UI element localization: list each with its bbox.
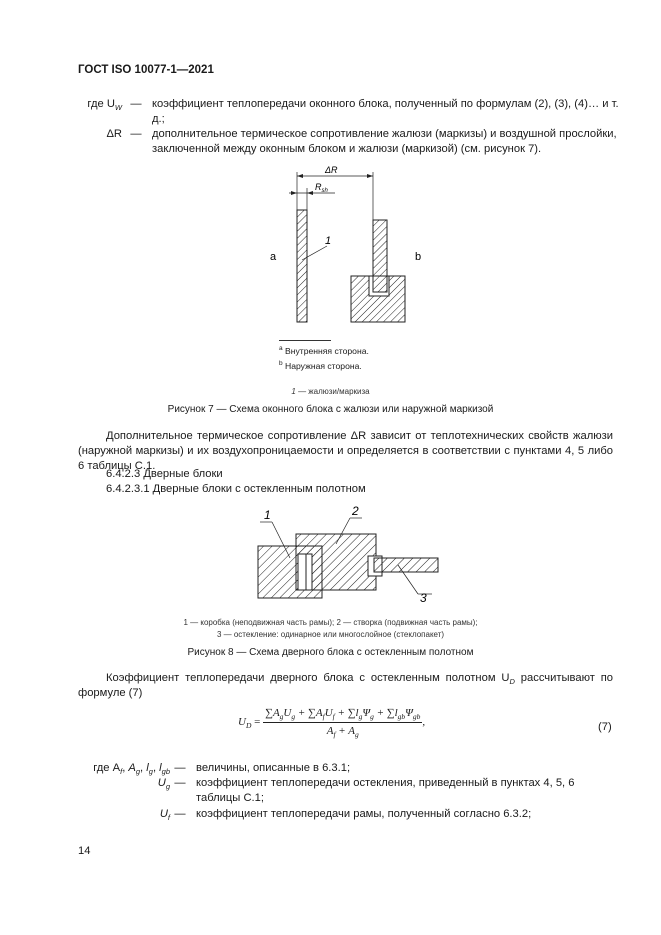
- def-text-uw: коэффициент теплопередачи оконного блока, полученный по формулам (2), (3), (4)… и т. д.;: [152, 98, 619, 125]
- def-symbol-uw: где $U_W$: [87, 98, 122, 113]
- figure-7-legend: 1 — жалюзи/маркиза: [291, 387, 370, 396]
- figure-7-caption: Рисунок 7 — Схема оконного блока с жалюзи или наружной маркизой: [167, 404, 494, 415]
- formula-fraction: $\frac{\sum A_gU_g + \sum A_fU_f + \sum l_g\Psi_g + \sum l_{gb}\Psi_{gb}}{A_f + A_g}$: [265, 707, 421, 740]
- section-6-4-2-3: 6.4.2.3 Дверные блоки: [106, 468, 223, 480]
- footnote-b: $^b$ Наружная сторона.: [279, 360, 362, 371]
- def-text-uf: коэффициент теплопередачи рамы, полученный согласно 6.3.2;: [196, 808, 532, 820]
- figure-7-diagram: [255, 160, 435, 330]
- blind-slat: [297, 210, 307, 322]
- figure-8-caption: Рисунок 8 — Схема дверного блока с остекленным полотном: [187, 647, 474, 658]
- def-symbol-dr: ΔR: [106, 128, 122, 140]
- label-a: a: [270, 251, 277, 263]
- def-text-areas: величины, описанные в 6.3.1;: [196, 762, 351, 774]
- dim-delta-r: ΔR: [325, 165, 338, 175]
- paragraph-ud: Коэффициент теплопередачи дверного блока с остекленным полотном $U_D$ рассчитывают по формуле (7): [78, 672, 613, 699]
- def-dash: —: [174, 808, 186, 820]
- paragraph-delta-r: Дополнительное термическое сопротивление ΔR зависит от теплотехнических свойств жалюзи (наружной маркизы) и их воздухопроницаемости и определяется в соответствии с пунктами 4, 5 либо 6 таблицы С.1.: [78, 430, 613, 472]
- callout-1: 1: [325, 235, 332, 247]
- def-dash: —: [130, 98, 142, 110]
- formula-number: (7): [598, 721, 612, 733]
- def-dash: —: [174, 762, 186, 774]
- section-6-4-2-3-1: 6.4.2.3.1 Дверные блоки с остекленным полотном: [106, 483, 366, 495]
- fig8-callout-1: 1: [264, 508, 271, 522]
- footnote-rule: [279, 340, 331, 341]
- dim-rsh: $R_{sh}$: [315, 182, 328, 194]
- door-glazing: [374, 558, 438, 572]
- footnote-a: $^a$ Внутренняя сторона.: [279, 345, 369, 356]
- formula-7: $U_D$ = $\frac{\sum A_gU_g + \sum A_fU_f + \sum l_g\Psi_g + \sum l_{gb}\Psi_{gb}}{A_f + A_g}$ ,: [238, 707, 426, 740]
- fig8-callout-3: 3: [420, 591, 427, 605]
- def-dash: —: [130, 128, 142, 140]
- def-symbol-areas: где $A_f$, $A_g$, $l_g$, $l_{gb}$: [93, 762, 170, 777]
- formula-lhs: $U_D$: [238, 716, 252, 731]
- def-dash: —: [174, 777, 186, 789]
- def-text-ug: коэффициент теплопередачи остекления, приведенный в пунктах 4, 5, 6 таблицы С.1;: [196, 777, 575, 804]
- fig8-callout-2: 2: [352, 504, 359, 518]
- figure-8-legend-line1: 1 — коробка (неподвижная часть рамы); 2 — створка (подвижная часть рамы);: [183, 618, 478, 627]
- def-text-dr: дополнительное термическое сопротивление жалюзи (маркизы) и воздушной прослойки, заключенной между оконным блоком и жалюзи (маркизой) (см. рисунок 7).: [152, 128, 617, 155]
- figure-8-diagram: [250, 500, 450, 608]
- document-header: ГОСТ ISO 10077-1—2021: [78, 64, 214, 76]
- figure-8-legend-line2: 3 — остекление: одинарное или многослойное (стеклопакет): [216, 630, 445, 639]
- label-b: b: [415, 251, 422, 263]
- def-symbol-uf: $U_f$: [159, 808, 170, 823]
- def-symbol-ug: $U_g$: [157, 777, 170, 792]
- page-number: 14: [78, 845, 91, 857]
